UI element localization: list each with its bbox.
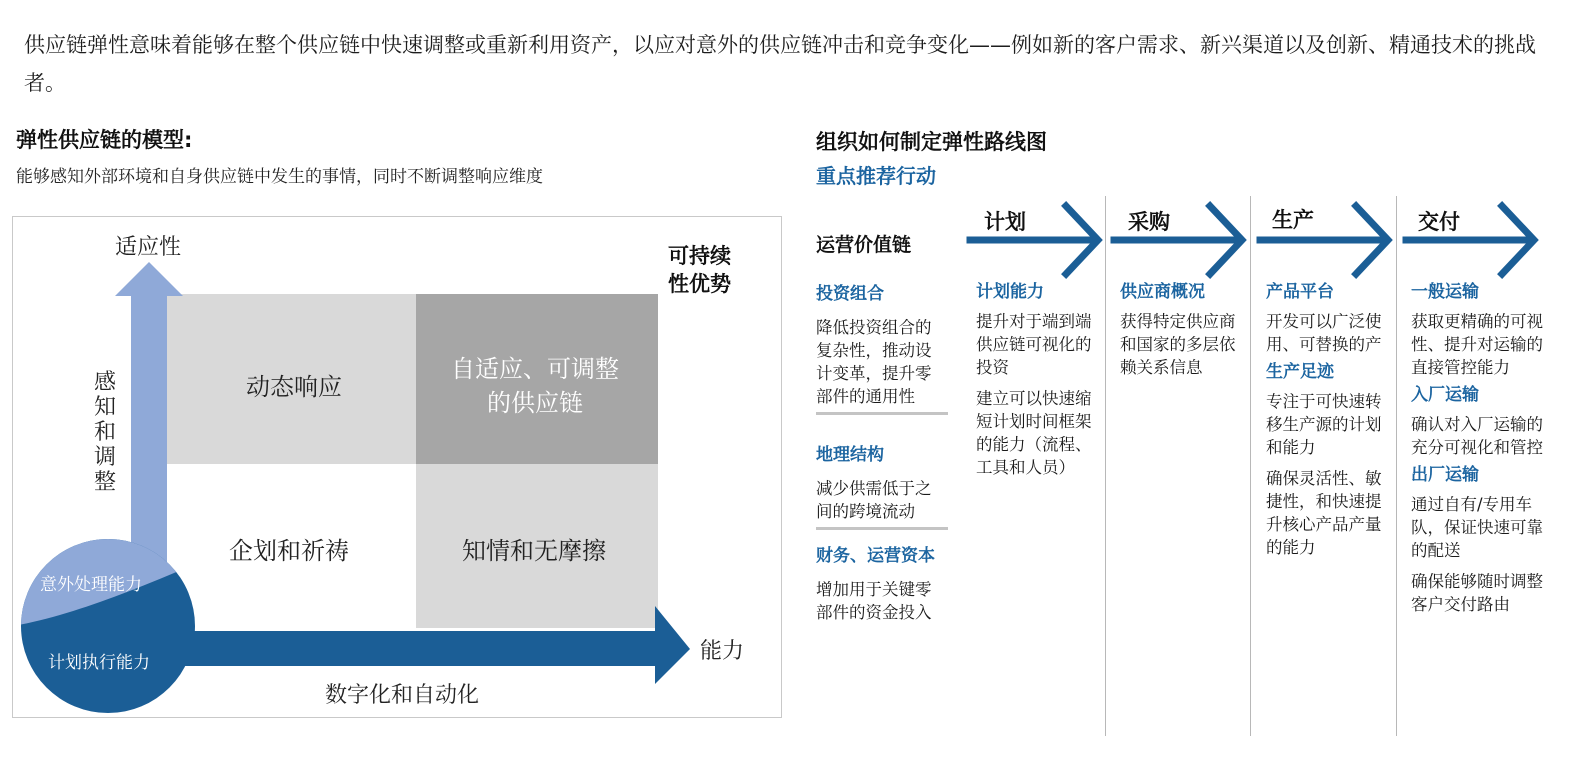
model-subtitle: 能够感知外部环境和自身供应链中发生的事情，同时不断调整响应维度 [16,167,543,187]
item-title: 生产足迹 [1266,362,1334,382]
stage-head-deliver: 交付 [1418,210,1460,234]
item-title: 出厂运输 [1411,465,1479,485]
item-body: 确认对入厂运输的充分可视化和管控 [1411,415,1543,457]
list-item [816,544,948,624]
corner-label: 可持续性优势 [668,244,731,296]
model-title: 弹性供应链的模型: [16,128,193,152]
stage-head-plan: 计划 [984,210,1026,234]
list-item [816,282,948,415]
quadrant-label-adaptive: 自适应、可调整的供应链 [451,355,619,417]
stage-arrows [960,196,1550,280]
item-title: 供应商概况 [1120,282,1205,302]
item-title: 一般运输 [1411,282,1479,302]
x-axis-label: 能力 [700,639,745,664]
stage-column-source [1120,280,1242,379]
item-title: 计划能力 [976,282,1044,302]
stage-column-make [1266,280,1388,559]
item-body: 开发可以广泛使 用、可替换的产 [1266,312,1382,354]
list-item [816,443,948,530]
item-title: 财务、运营资本 [816,546,935,566]
value-chain-header: 运营价值链 [816,234,912,256]
item-body: 建立可以快速缩 短计划时间框架 的能力（流程、 工具和人员） [976,389,1092,477]
stage-column-plan [976,280,1098,479]
x-bottom-label: 数字化和自动化 [325,683,480,708]
item-body: 专注于可快速转 移生产源的计划 和能力 [1266,392,1382,457]
horizontal-axis-arrow [150,606,690,684]
item-body: 获得特定供应商 和国家的多层依 赖关系信息 [1120,312,1236,377]
item-body: 通过自有/专用车队，保证快速可靠的配送 [1411,495,1543,560]
item-body: 减少供需低于之 间的跨境流动 [816,479,932,521]
quadrant-label-informed: 知情和无摩擦 [462,537,606,565]
roadmap-title: 组织如何制定弹性路线图 [816,130,1047,154]
stage-head-make: 生产 [1272,208,1314,232]
item-body: 增加用于关键零 部件的资金投入 [816,580,932,622]
stage-head-source: 采购 [1128,210,1170,234]
quadrant-label-dynamic: 动态响应 [246,373,342,401]
item-body: 确保能够随时调整客户交付路由 [1411,572,1543,614]
item-title: 入厂运输 [1411,385,1479,405]
item-title: 地理结构 [816,445,884,465]
circle-label-planning: 计划执行能力 [48,653,150,673]
quadrant-label-plan-pray: 企划和祈祷 [229,537,349,565]
item-body: 获取更精确的可视性、提升对运输的直接管控能力 [1411,312,1543,377]
item-title: 投资组合 [816,284,884,304]
value-chain-list [816,282,948,624]
intro-paragraph: 供应链弹性意味着能够在整个供应链中快速调整或重新利用资产，以应对意外的供应链冲击和竞争变化——例如新的客户需求、新兴渠道以及创新、精通技术的挑战者。 [24,33,1536,95]
roadmap-subtitle: 重点推荐行动 [816,164,936,188]
y-side-label: 感知和调整 [93,370,116,495]
item-title: 产品平台 [1266,282,1334,302]
item-body: 提升对于端到端 供应链可视化的 投资 [976,312,1092,377]
circle-label-unexpected: 意外处理能力 [40,575,142,595]
item-body: 降低投资组合的 复杂性，推动设 计变革，提升零 部件的通用性 [816,318,932,406]
stage-column-deliver [1411,280,1543,616]
capability-circle [0,520,220,740]
item-body: 确保灵活性、敏 捷性，和快速提 升核心产品产量 的能力 [1266,469,1382,557]
y-axis-label: 适应性 [115,235,182,260]
